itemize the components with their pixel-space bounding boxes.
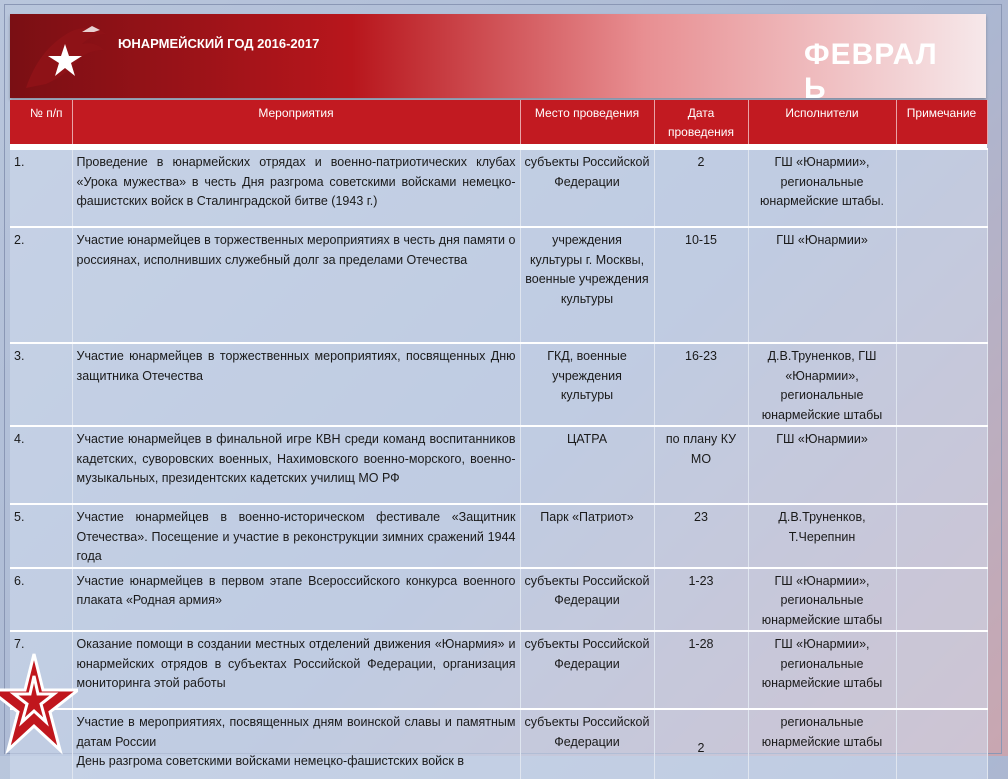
table-row (10, 149, 987, 227)
row-place: ЦАТРА (520, 426, 654, 504)
row-event: Оказание помощи в создании местных отделений движения «Юнармия» и юнармейских отрядов в субъектах Российской Федерации, организация мониторинга этой работы (72, 631, 520, 709)
row-event: Участие юнармейцев в военно-историческом фестивале «Защитник Отечества». Посещение и участие в реконструкции зимних сражений 1944 года (72, 504, 520, 568)
table-row (10, 504, 987, 568)
eagle-star-logo (20, 20, 110, 92)
table-row (10, 631, 987, 709)
row-place: субъекты Российской Федерации (520, 568, 654, 632)
row-event: Проведение в юнармейских отрядах и военно-патриотических клубах «Урока мужества» в честь Дня разгрома советскими войсками немецко-фашистских войск в Сталинградской битве (1943 г.) (72, 149, 520, 227)
row-note (896, 227, 987, 343)
row-number: 6. (10, 568, 72, 632)
row-executors: ГШ «Юнармии» (748, 426, 896, 504)
row-note (896, 504, 987, 568)
row-note (896, 149, 987, 227)
row-note (896, 631, 987, 709)
row-place: субъекты Российской Федерации (520, 709, 654, 779)
table-row (10, 343, 987, 426)
row-event-sub: День разгрома советскими войсками немецко-фашистских войск в (76, 754, 464, 768)
row-number: 1. (10, 149, 72, 227)
row-executors: Д.В.Труненков, Т.Черепнин (748, 504, 896, 568)
events-table (10, 100, 988, 779)
row-date: 10-15 (654, 227, 748, 343)
red-star-emblem (0, 650, 78, 756)
column-header-note: Примечание (896, 100, 987, 144)
row-event: Участие в мероприятиях, посвященных дням воинской славы и памятным датам России (76, 715, 516, 749)
column-header-place: Место проведения (520, 100, 654, 144)
table-row (10, 709, 987, 779)
row-executors: региональные юнармейские штабы (748, 709, 896, 779)
row-place: Парк «Патриот» (520, 504, 654, 568)
row-note (896, 426, 987, 504)
row-number: 5. (10, 504, 72, 568)
row-place: ГКД, военные учреждения культуры (520, 343, 654, 426)
row-executors: ГШ «Юнармии», региональные юнармейские штабы (748, 568, 896, 632)
column-header-date: Дата проведения (654, 100, 748, 144)
header-title: ЮНАРМЕЙСКИЙ ГОД 2016-2017 (118, 36, 320, 51)
column-header-event: Мероприятия (72, 100, 520, 144)
month-title: ФЕВРАЛЬ (804, 38, 938, 105)
row-date: 1-28 (654, 631, 748, 709)
row-note (896, 709, 987, 779)
row-executors: ГШ «Юнармии», региональные юнармейские штабы (748, 631, 896, 709)
row-place: учреждения культуры г. Москвы, военные учреждения культуры (520, 227, 654, 343)
row-note (896, 343, 987, 426)
row-date: 23 (654, 504, 748, 568)
row-note (896, 568, 987, 632)
row-date: по плану КУ МО (654, 426, 748, 504)
row-date: 2 (654, 149, 748, 227)
row-place: субъекты Российской Федерации (520, 631, 654, 709)
table-row (10, 568, 987, 632)
row-date: 16-23 (654, 343, 748, 426)
row-event: Участие юнармейцев в финальной игре КВН среди команд воспитанников кадетских, суворовских военных, Нахимовского военно-морского, военно-музыкальных, президентских кадетских училищ МО РФ (72, 426, 520, 504)
row-number: 4. (10, 426, 72, 504)
table-row (10, 227, 987, 343)
row-date: 2 (697, 741, 705, 755)
row-event: Участие юнармейцев в первом этапе Всероссийского конкурса военного плаката «Родная армия» (72, 568, 520, 632)
row-number: 3. (10, 343, 72, 426)
column-header-num: № п/п (10, 100, 72, 144)
row-place: субъекты Российской Федерации (520, 149, 654, 227)
row-number: 7. (10, 631, 72, 709)
row-date: 1-23 (654, 568, 748, 632)
table-row (10, 426, 987, 504)
row-executors: Д.В.Труненков, ГШ «Юнармии», региональные юнармейские штабы (748, 343, 896, 426)
row-event-cell (72, 709, 520, 779)
row-date-cell (654, 709, 748, 779)
column-header-executors: Исполнители (748, 100, 896, 144)
row-executors: ГШ «Юнармии», региональные юнармейские штабы. (748, 149, 896, 227)
row-event: Участие юнармейцев в торжественных мероприятиях, посвященных Дню защитника Отечества (72, 343, 520, 426)
row-event: Участие юнармейцев в торжественных мероприятиях в честь дня памяти о россиянах, исполнивших служебный долг за пределами Отечества (72, 227, 520, 343)
row-executors: ГШ «Юнармии» (748, 227, 896, 343)
row-number: 2. (10, 227, 72, 343)
table-header-row (10, 100, 987, 144)
